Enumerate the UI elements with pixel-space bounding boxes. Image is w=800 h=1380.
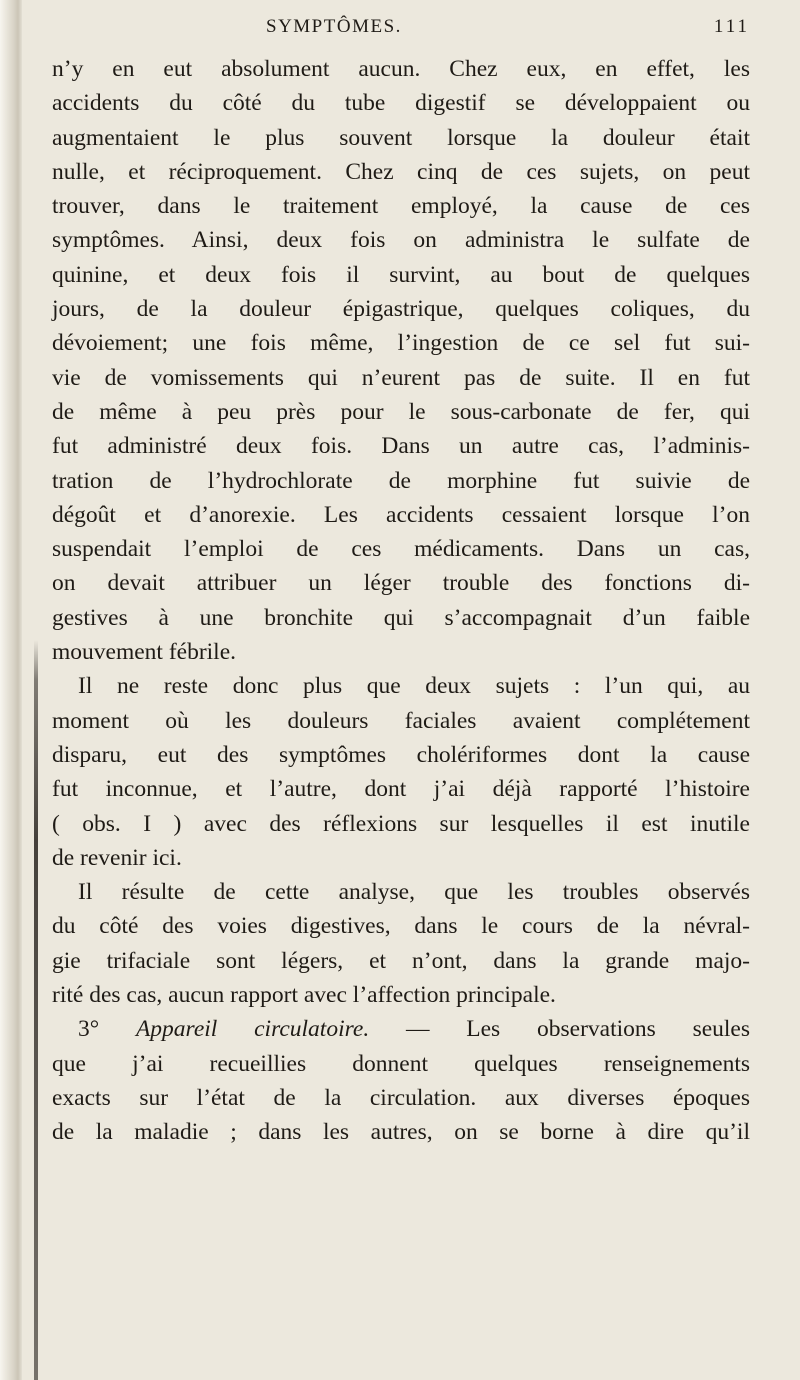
binding-edge-shadow <box>34 640 38 1380</box>
paragraph-end-line: mouvement fébrile. <box>52 639 237 666</box>
text-line: fut inconnue, et l’autre, dont j’ai déjà rapporté l’histoire <box>52 776 750 803</box>
text-line: gestives à une bronchite qui s’accompagnait d’un faible <box>52 604 750 631</box>
text-line: du côté des voies digestives, dans le cours de la névral- <box>52 913 750 940</box>
text-line: on devait attribuer un léger trouble des fonctions di- <box>52 570 750 597</box>
text-line: de la maladie ; dans les autres, on se borne à dire qu’il <box>52 1119 750 1146</box>
text-line: dévoiement; une fois même, l’ingestion de ce sel fut sui- <box>52 330 750 357</box>
text-line: symptômes. Ainsi, deux fois on administra le sulfate de <box>52 227 750 254</box>
text-line: fut administré deux fois. Dans un autre cas, l’adminis- <box>52 433 750 460</box>
text-line: tration de l’hydrochlorate de morphine fut suivie de <box>52 467 750 494</box>
text-line: jours, de la douleur épigastrique, quelques coliques, du <box>52 296 750 323</box>
running-header <box>50 16 750 46</box>
text-line: nulle, et réciproquement. Chez cinq de ces sujets, on peut <box>52 158 750 185</box>
text-line: n’y en eut absolument aucun. Chez eux, en effet, les <box>52 56 750 82</box>
book-binding-shadow <box>0 0 22 1380</box>
book-page <box>50 0 788 1380</box>
paragraph-end-line: de revenir ici. <box>52 844 182 871</box>
text-line: que j’ai recueillies donnent quelques renseignements <box>52 1050 750 1077</box>
section-number: 3° <box>78 1016 100 1043</box>
running-title: SYMPTÔMES. <box>266 16 402 37</box>
section-heading-line <box>52 1012 750 1046</box>
text-line: moment où les douleurs faciales avaient complétement <box>52 707 750 734</box>
text-line: disparu, eut des symptômes cholériformes dont la cause <box>52 741 750 768</box>
text-line: accidents du côté du tube digestif se développaient ou <box>52 90 750 117</box>
section-text: — Les observations seules <box>405 1016 750 1043</box>
text-line: ( obs. I ) avec des réflexions sur lesquelles il est inutile <box>52 810 750 837</box>
text-line: augmentaient le plus souvent lorsque la douleur était <box>52 124 750 151</box>
text-line: exacts sur l’état de la circulation. aux diverses époques <box>52 1084 750 1111</box>
paragraph-start-line: Il ne reste donc plus que deux sujets : l’un qui, au <box>78 673 750 700</box>
text-line: quinine, et deux fois il survint, au bout de quelques <box>52 261 750 288</box>
body-text <box>52 52 750 1150</box>
text-line: vie de vomissements qui n’eurent pas de suite. Il en fut <box>52 364 750 391</box>
paragraph-start-line: Il résulte de cette analyse, que les troubles observés <box>78 879 750 906</box>
paragraph-end-line: rité des cas, aucun rapport avec l’affection principale. <box>52 982 556 1009</box>
text-line: dégoût et d’anorexie. Les accidents cessaient lorsque l’on <box>52 501 750 528</box>
text-line: suspendait l’emploi de ces médicaments. Dans un cas, <box>52 536 750 563</box>
section-title: Appareil circulatoire. <box>135 1016 370 1043</box>
page-number: 111 <box>713 16 750 37</box>
text-line: trouver, dans le traitement employé, la cause de ces <box>52 193 750 220</box>
text-line: gie trifaciale sont légers, et n’ont, dans la grande majo- <box>52 947 750 974</box>
text-line: de même à peu près pour le sous-carbonate de fer, qui <box>52 398 750 425</box>
